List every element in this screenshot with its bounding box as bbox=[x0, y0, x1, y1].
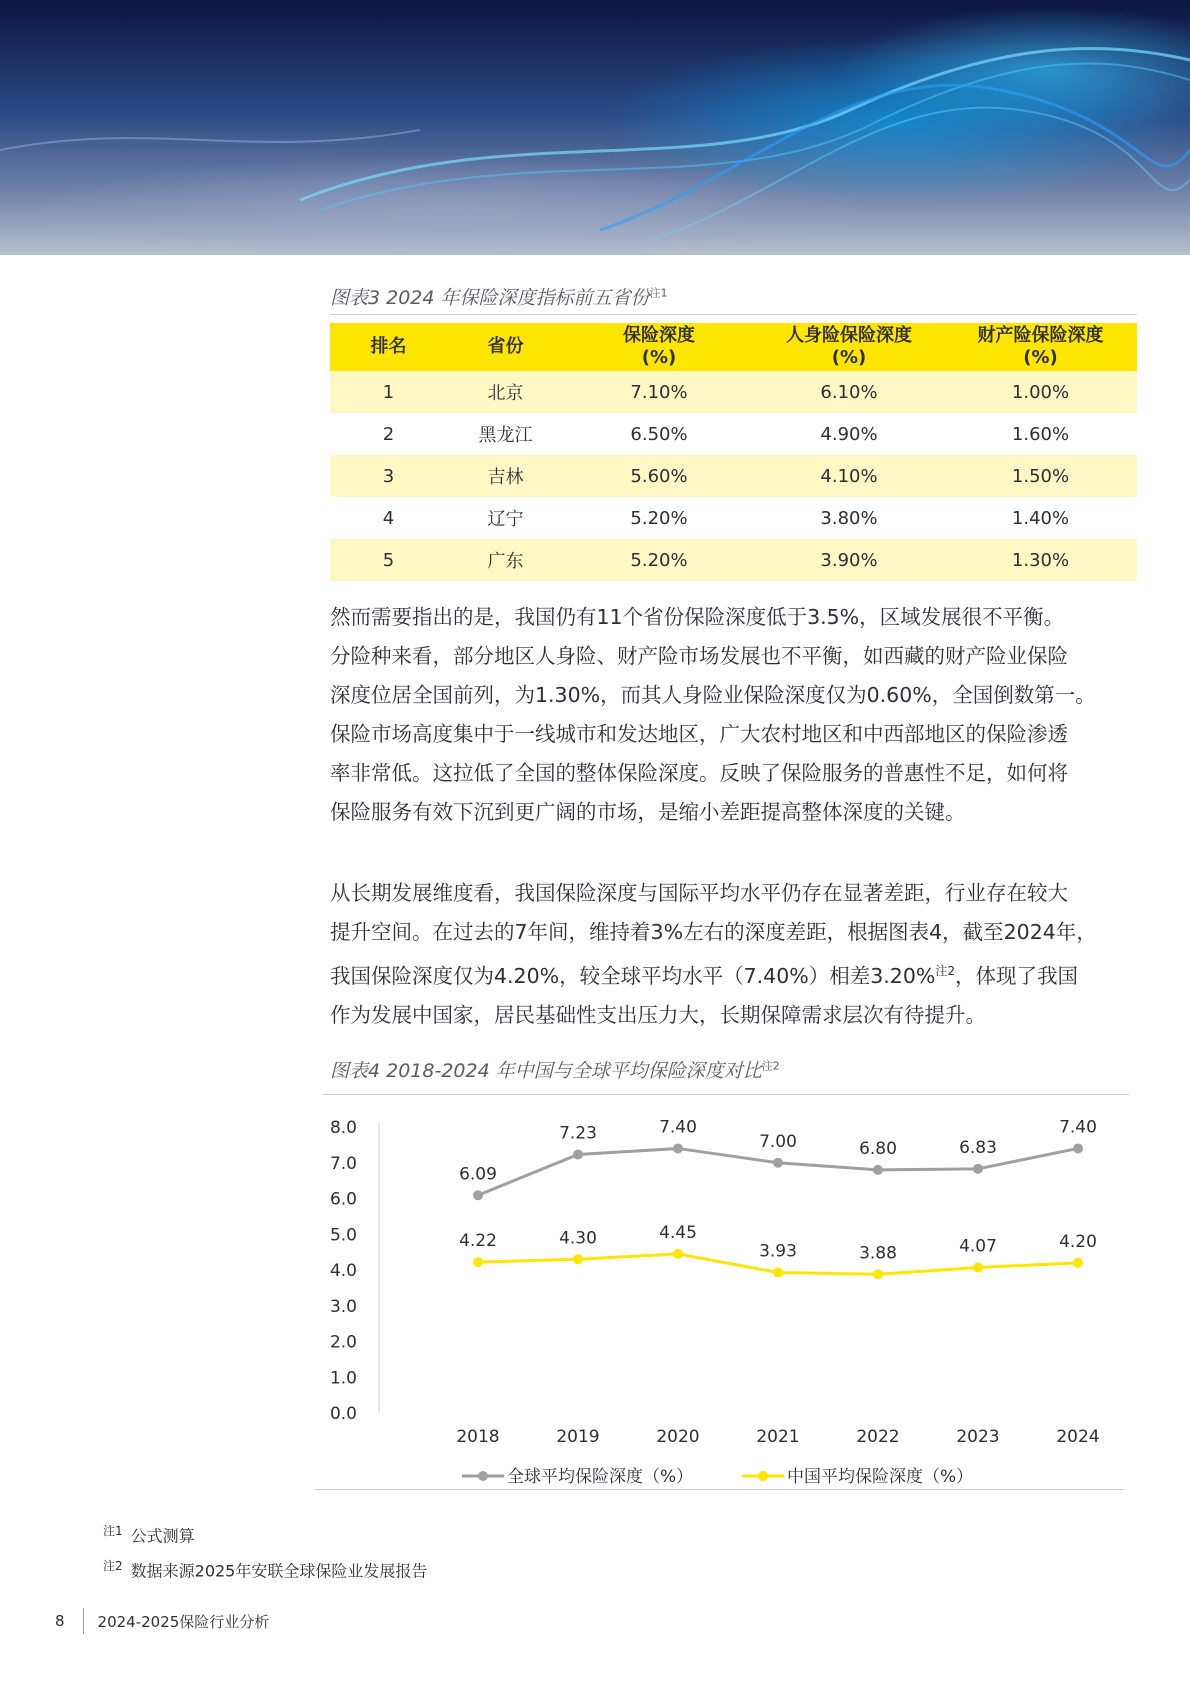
table-row bbox=[330, 413, 1137, 455]
paragraph-text: ，体现了我国 bbox=[955, 963, 1079, 988]
data-label: 6.83 bbox=[959, 1137, 997, 1158]
chart-caption-text: 图表4 2018-2024 年中国与全球平均保险深度对比 bbox=[330, 1060, 762, 1082]
footer-title: 2024-2025保险行业分析 bbox=[97, 1612, 270, 1631]
y-tick-label: 1.0 bbox=[329, 1368, 357, 1389]
paragraph-text: 我国保险深度仅为4.20%，较全球平均水平（7.40%）相差3.20% bbox=[330, 963, 936, 988]
y-tick-label: 5.0 bbox=[329, 1225, 357, 1246]
cell-life: 4.90% bbox=[754, 413, 944, 455]
chart-top-divider bbox=[323, 1094, 1129, 1095]
y-tick-label: 2.0 bbox=[329, 1332, 357, 1353]
paragraph-long-term-gap bbox=[330, 874, 1160, 1035]
paragraph-regional-imbalance bbox=[330, 598, 1160, 832]
data-point bbox=[773, 1158, 783, 1168]
cell-property: 1.30% bbox=[944, 539, 1137, 581]
data-label: 3.88 bbox=[859, 1243, 897, 1264]
footnote-1 bbox=[103, 1522, 195, 1546]
data-point bbox=[1073, 1258, 1083, 1268]
paragraph-line: 从长期发展维度看，我国保险深度与国际平均水平仍存在显著差距，行业存在较大 bbox=[330, 881, 1068, 905]
paragraph-line: 率非常低。这拉低了全国的整体保险深度。反映了保险服务的普惠性不足，如何将 bbox=[330, 761, 1068, 785]
header-province: 省份 bbox=[447, 323, 564, 371]
header-rank: 排名 bbox=[330, 323, 447, 371]
data-point bbox=[673, 1249, 683, 1259]
legend-label: 中国平均保险深度（%） bbox=[787, 1467, 974, 1487]
footnote-2 bbox=[103, 1557, 427, 1581]
footnote-ref: 注2 bbox=[935, 964, 956, 978]
data-point bbox=[573, 1254, 583, 1264]
cell-life: 3.90% bbox=[754, 539, 944, 581]
footnote-text: 数据来源2025年安联全球保险业发展报告 bbox=[130, 1561, 428, 1581]
data-label: 4.20 bbox=[1059, 1231, 1097, 1252]
header-banner-image bbox=[0, 0, 1190, 255]
x-tick-label: 2023 bbox=[956, 1427, 1000, 1447]
paragraph-line: 然而需要指出的是，我国仍有11个省份保险深度低于3.5%，区域发展很不平衡。 bbox=[330, 605, 1065, 629]
table-row bbox=[330, 497, 1137, 539]
cell-province: 辽宁 bbox=[447, 497, 564, 539]
data-point bbox=[473, 1257, 483, 1267]
cell-province: 北京 bbox=[447, 371, 564, 413]
x-tick-label: 2019 bbox=[556, 1427, 600, 1447]
province-depth-table bbox=[330, 323, 1137, 581]
chart-caption bbox=[330, 1056, 780, 1083]
cell-rank: 2 bbox=[330, 413, 447, 455]
cell-depth: 6.50% bbox=[564, 413, 754, 455]
cell-depth: 7.10% bbox=[564, 371, 754, 413]
data-point bbox=[873, 1269, 883, 1279]
light-wave-graphic bbox=[0, 0, 1190, 255]
table-caption bbox=[330, 283, 668, 310]
y-tick-label: 4.0 bbox=[329, 1261, 357, 1281]
data-point bbox=[1073, 1143, 1083, 1153]
paragraph-line: 保险服务有效下沉到更广阔的市场，是缩小差距提高整体深度的关键。 bbox=[330, 800, 966, 824]
y-tick-label: 6.0 bbox=[329, 1189, 357, 1210]
data-label: 7.00 bbox=[759, 1131, 797, 1152]
cell-rank: 3 bbox=[330, 455, 447, 497]
legend-marker bbox=[478, 1471, 488, 1481]
cell-rank: 5 bbox=[330, 539, 447, 581]
cell-property: 1.50% bbox=[944, 455, 1137, 497]
table-caption-note: 注1 bbox=[649, 286, 668, 300]
cell-rank: 4 bbox=[330, 497, 447, 539]
header-life-depth: 人身险保险深度 (%) bbox=[754, 323, 944, 371]
table-row bbox=[330, 539, 1137, 581]
cell-life: 3.80% bbox=[754, 497, 944, 539]
x-tick-label: 2020 bbox=[656, 1427, 700, 1447]
data-point bbox=[673, 1143, 683, 1153]
cell-depth: 5.20% bbox=[564, 497, 754, 539]
header-property-depth: 财产险保险深度 (%) bbox=[944, 323, 1137, 371]
cell-property: 1.60% bbox=[944, 413, 1137, 455]
footnote-mark: 注1 bbox=[103, 1524, 123, 1538]
data-label: 4.22 bbox=[459, 1231, 497, 1252]
page-number: 8 bbox=[55, 1612, 65, 1630]
cell-province: 黑龙江 bbox=[447, 413, 564, 455]
chart-caption-note: 注2 bbox=[761, 1059, 780, 1073]
data-point bbox=[973, 1164, 983, 1174]
cell-province: 广东 bbox=[447, 539, 564, 581]
cell-life: 4.10% bbox=[754, 455, 944, 497]
page-footer bbox=[55, 1608, 269, 1634]
data-label: 6.09 bbox=[459, 1164, 497, 1185]
table-top-divider bbox=[330, 314, 1137, 315]
legend-label: 全球平均保险深度（%） bbox=[507, 1467, 694, 1487]
series-line bbox=[478, 1148, 1078, 1195]
header-insurance-depth: 保险深度 (%) bbox=[564, 323, 754, 371]
data-label: 7.40 bbox=[659, 1117, 697, 1138]
data-point bbox=[973, 1262, 983, 1272]
footer-divider bbox=[83, 1608, 84, 1634]
paragraph-line: 分险种来看，部分地区人身险、财产险市场发展也不平衡，如西藏的财产险业保险 bbox=[330, 644, 1068, 668]
x-tick-label: 2021 bbox=[756, 1427, 800, 1447]
y-tick-label: 7.0 bbox=[329, 1153, 357, 1174]
table-row bbox=[330, 455, 1137, 497]
x-tick-label: 2022 bbox=[856, 1427, 900, 1447]
table-caption-text: 图表3 2024 年保险深度指标前五省份 bbox=[330, 287, 650, 309]
data-point bbox=[773, 1268, 783, 1278]
cell-depth: 5.20% bbox=[564, 539, 754, 581]
y-tick-label: 3.0 bbox=[329, 1296, 357, 1317]
cell-life: 6.10% bbox=[754, 371, 944, 413]
data-label: 4.07 bbox=[959, 1236, 997, 1257]
table-row bbox=[330, 371, 1137, 413]
cell-property: 1.00% bbox=[944, 371, 1137, 413]
cell-property: 1.40% bbox=[944, 497, 1137, 539]
x-tick-label: 2024 bbox=[1056, 1427, 1100, 1447]
data-label: 3.93 bbox=[759, 1241, 797, 1262]
data-point bbox=[573, 1150, 583, 1160]
series-line bbox=[478, 1254, 1078, 1274]
cell-depth: 5.60% bbox=[564, 455, 754, 497]
data-label: 6.80 bbox=[859, 1138, 897, 1159]
chart-bottom-divider bbox=[315, 1489, 1124, 1490]
data-label: 4.30 bbox=[559, 1228, 597, 1249]
footnote-text: 公式测算 bbox=[130, 1526, 195, 1546]
data-point bbox=[473, 1190, 483, 1200]
legend-marker bbox=[758, 1471, 768, 1481]
data-point bbox=[873, 1165, 883, 1175]
paragraph-line: 提升空间。在过去的7年间，维持着3%左右的深度差距，根据图表4，截至2024年， bbox=[330, 920, 1097, 944]
footnote-mark: 注2 bbox=[103, 1559, 123, 1573]
y-tick-label: 8.0 bbox=[329, 1118, 357, 1138]
data-label: 4.45 bbox=[659, 1222, 697, 1243]
data-label: 7.40 bbox=[1059, 1117, 1097, 1138]
x-tick-label: 2018 bbox=[456, 1427, 500, 1447]
paragraph-line: 作为发展中国家，居民基础性支出压力大，长期保障需求层次有待提升。 bbox=[330, 1002, 986, 1027]
table-header-row bbox=[330, 323, 1137, 371]
paragraph-line bbox=[330, 952, 1160, 996]
paragraph-line: 深度位居全国前列，为1.30%，而其人身险业保险深度仅为0.60%，全国倒数第一。 bbox=[330, 683, 1096, 707]
cell-rank: 1 bbox=[330, 371, 447, 413]
cell-province: 吉林 bbox=[447, 455, 564, 497]
y-tick-label: 0.0 bbox=[329, 1404, 357, 1424]
data-label: 7.23 bbox=[559, 1123, 597, 1144]
paragraph-line: 保险市场高度集中于一线城市和发达地区，广大农村地区和中西部地区的保险渗透 bbox=[330, 722, 1068, 746]
